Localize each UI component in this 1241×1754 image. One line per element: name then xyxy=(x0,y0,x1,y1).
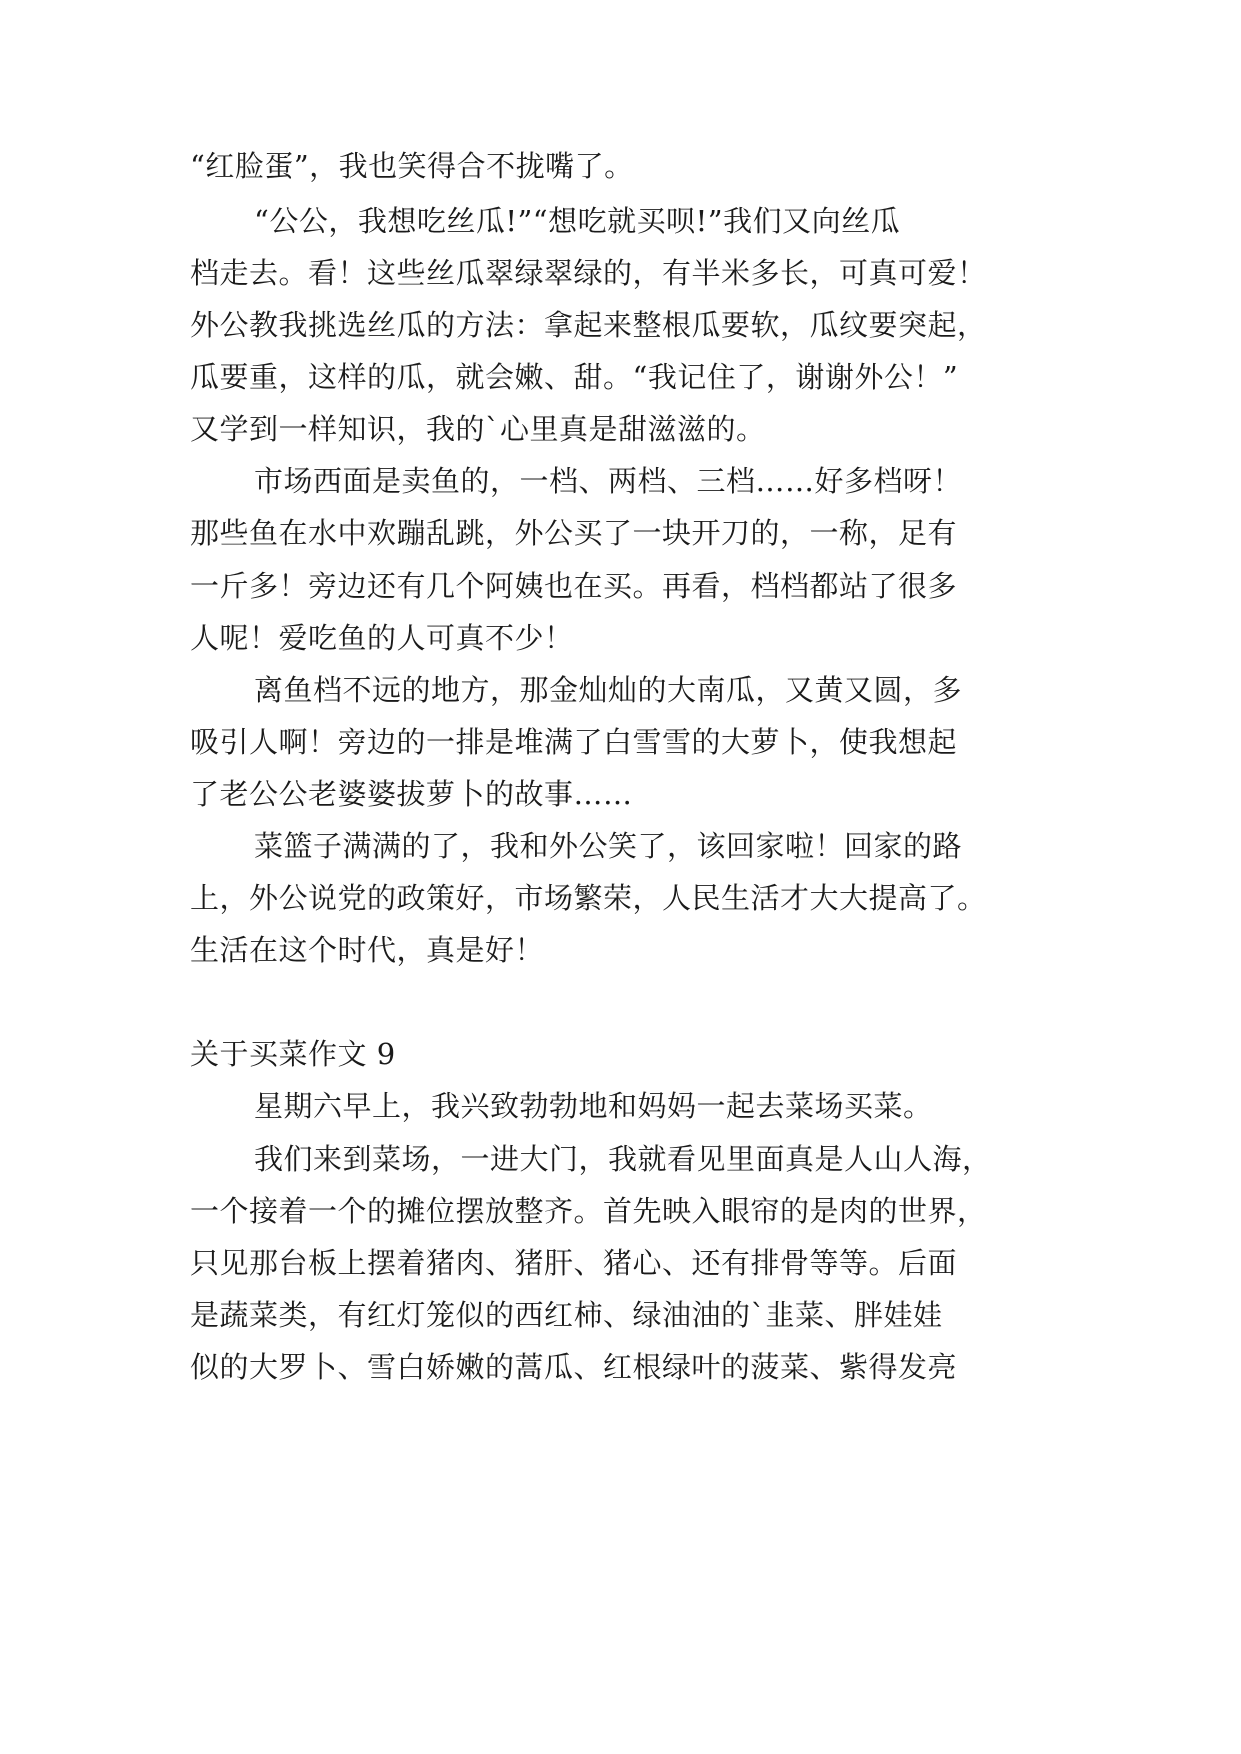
text-line: “红脸蛋”，我也笑得合不拢嘴了。 xyxy=(190,149,634,183)
text-line: 人呢！爱吃鱼的人可真不少！ xyxy=(190,621,574,655)
text-line: 上，外公说党的政策好，市场繁荣，人民生活才大大提高了。 xyxy=(190,881,987,915)
section-heading: 关于买菜作文 9 xyxy=(190,1037,396,1071)
text-line: 瓜要重，这样的瓜，就会嫩、甜。“我记住了，谢谢外公！” xyxy=(190,360,959,394)
text-line: 外公教我挑选丝瓜的方法：拿起来整根瓜要软，瓜纹要突起， xyxy=(190,308,987,342)
text-line: 菜篮子满满的了，我和外公笑了，该回家啦！回家的路 xyxy=(254,829,963,863)
text-line: 一个接着一个的摊位摆放整齐。首先映入眼帘的是肉的世界， xyxy=(190,1194,987,1228)
text-line: 是蔬菜类，有红灯笼似的西红柿、绿油油的`韭菜、胖娃娃 xyxy=(190,1298,943,1332)
text-line: 那些鱼在水中欢蹦乱跳，外公买了一块开刀的，一称，足有 xyxy=(190,516,958,550)
text-line: 离鱼档不远的地方，那金灿灿的大南瓜，又黄又圆，多 xyxy=(254,673,963,707)
text-line: 星期六早上，我兴致勃勃地和妈妈一起去菜场买菜。 xyxy=(254,1089,933,1123)
text-line: 了老公公老婆婆拔萝卜的故事…… xyxy=(190,777,633,811)
text-line: 一斤多！旁边还有几个阿姨也在买。再看，档档都站了很多 xyxy=(190,569,958,603)
text-line: 我们来到菜场，一进大门，我就看见里面真是人山人海， xyxy=(254,1142,992,1176)
text-line: 吸引人啊！旁边的一排是堆满了白雪雪的大萝卜，使我想起 xyxy=(190,725,958,759)
text-line: 档走去。看！这些丝瓜翠绿翠绿的，有半米多长，可真可爱！ xyxy=(190,256,987,290)
text-line: 市场西面是卖鱼的，一档、两档、三档……好多档呀！ xyxy=(254,464,963,498)
text-line: “公公，我想吃丝瓜!”“想吃就买呗!”我们又向丝瓜 xyxy=(254,204,901,238)
text-line: 又学到一样知识，我的`心里真是甜滋滋的。 xyxy=(190,412,766,446)
text-line: 只见那台板上摆着猪肉、猪肝、猪心、还有排骨等等。后面 xyxy=(190,1246,958,1280)
text-line: 似的大罗卜、雪白娇嫩的蒿瓜、红根绿叶的菠菜、紫得发亮 xyxy=(190,1350,958,1384)
text-line: 生活在这个时代，真是好！ xyxy=(190,933,545,967)
